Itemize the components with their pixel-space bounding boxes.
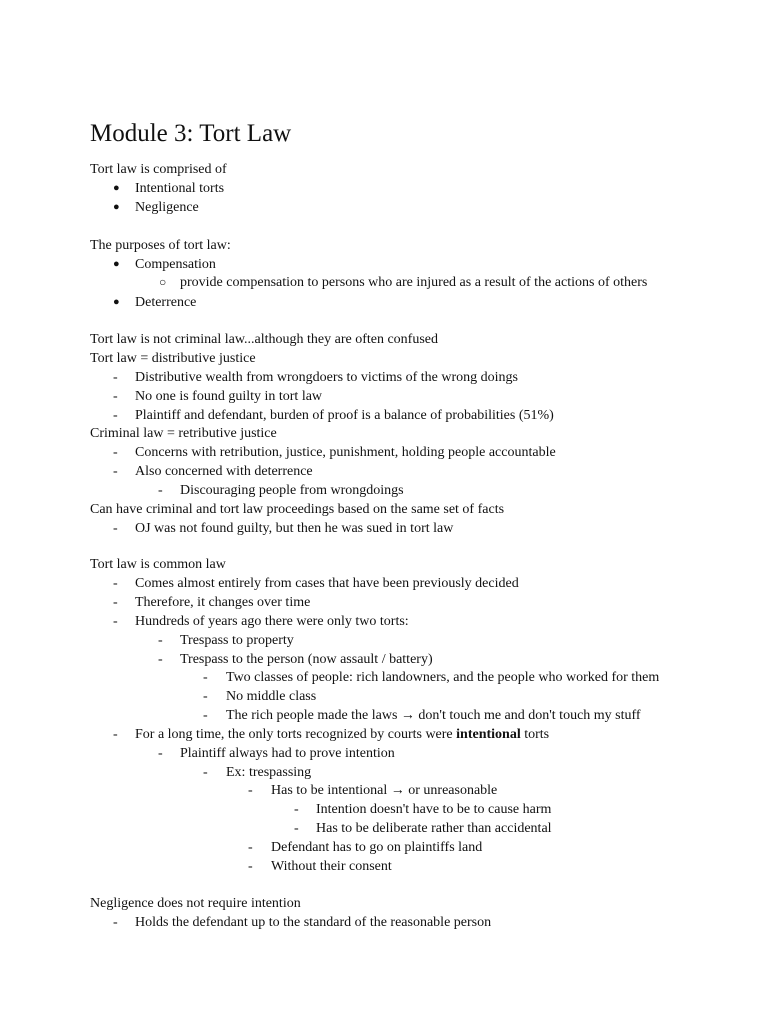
dash-marker: - [248, 859, 253, 874]
dash-marker: - [113, 915, 118, 930]
list-item: Two classes of people: rich landowners, and the people who worked for them [226, 670, 660, 685]
paragraph: Tort law = distributive justice [90, 351, 256, 366]
composition-heading: Tort law is comprised of [90, 162, 227, 177]
paragraph: Negligence does not require intention [90, 896, 301, 911]
bullet-disc-marker: ● [113, 182, 120, 194]
list-item: The rich people made the laws → don't touch me and don't touch my stuff [226, 708, 641, 723]
bullet-circle-marker: ○ [159, 275, 167, 289]
list-item: Plaintiff always had to prove intention [180, 746, 395, 761]
dash-marker: - [113, 370, 118, 385]
dash-marker: - [113, 464, 118, 479]
dash-marker: - [203, 689, 208, 704]
list-item: Hundreds of years ago there were only two torts: [135, 614, 409, 629]
dash-marker: - [113, 576, 118, 591]
list-item: Has to be intentional → or unreasonable [271, 783, 498, 798]
dash-marker: - [113, 727, 118, 742]
emphasis-intentional: intentional [456, 727, 521, 742]
dash-marker: - [113, 521, 118, 536]
dash-marker: - [113, 614, 118, 629]
list-item: OJ was not found guilty, but then he was sued in tort law [135, 521, 454, 536]
list-item: Without their consent [271, 859, 392, 874]
list-item: Ex: trespassing [226, 765, 312, 780]
list-item [135, 725, 549, 744]
purposes-heading: The purposes of tort law: [90, 238, 231, 253]
bullet-disc-marker: ● [113, 296, 120, 308]
dash-marker: - [158, 633, 163, 648]
list-item: No middle class [226, 689, 317, 704]
paragraph: Can have criminal and tort law proceedings based on the same set of facts [90, 502, 505, 517]
list-item: Trespass to the person (now assault / battery) [180, 652, 433, 667]
dash-marker: - [203, 765, 208, 780]
dash-marker: - [158, 746, 163, 761]
list-item: Holds the defendant up to the standard of the reasonable person [135, 915, 492, 930]
dash-marker: - [294, 821, 299, 836]
dash-marker: - [294, 802, 299, 817]
paragraph: Tort law is common law [90, 557, 226, 572]
dash-marker: - [248, 783, 253, 798]
list-item: Deterrence [135, 295, 197, 310]
list-item: Intentional torts [135, 181, 225, 196]
list-item: Compensation [135, 257, 216, 272]
dash-marker: - [113, 389, 118, 404]
page-title: Module 3: Tort Law [90, 120, 292, 147]
dash-marker: - [158, 652, 163, 667]
list-item: Has to be deliberate rather than accidental [316, 821, 552, 836]
paragraph: Tort law is not criminal law...although they are often confused [90, 332, 439, 347]
bullet-disc-marker: ● [113, 258, 120, 270]
list-item: Therefore, it changes over time [135, 595, 311, 610]
list-item: Defendant has to go on plaintiffs land [271, 840, 483, 855]
long-time-suffix: torts [520, 727, 550, 742]
bullet-disc-marker: ● [113, 201, 120, 213]
list-item: Intention doesn't have to be to cause harm [316, 802, 552, 817]
dash-marker: - [113, 595, 118, 610]
dash-marker: - [113, 445, 118, 460]
list-item: Distributive wealth from wrongdoers to victims of the wrong doings [135, 370, 518, 385]
dash-marker: - [113, 408, 118, 423]
list-item: Trespass to property [180, 633, 294, 648]
long-time-prefix: For a long time, the only torts recognized by courts were [135, 727, 457, 742]
list-item: Negligence [135, 200, 199, 215]
list-item: No one is found guilty in tort law [135, 389, 323, 404]
list-item: Concerns with retribution, justice, punishment, holding people accountable [135, 445, 556, 460]
list-item: Comes almost entirely from cases that have been previously decided [135, 576, 519, 591]
list-item: Discouraging people from wrongdoings [180, 483, 404, 498]
dash-marker: - [248, 840, 253, 855]
dash-marker: - [158, 483, 163, 498]
paragraph: Criminal law = retributive justice [90, 426, 277, 441]
list-item: Also concerned with deterrence [135, 464, 313, 479]
dash-marker: - [203, 708, 208, 723]
list-item: Plaintiff and defendant, burden of proof is a balance of probabilities (51%) [135, 408, 554, 423]
dash-marker: - [203, 670, 208, 685]
list-item: provide compensation to persons who are injured as a result of the actions of others [180, 275, 648, 290]
